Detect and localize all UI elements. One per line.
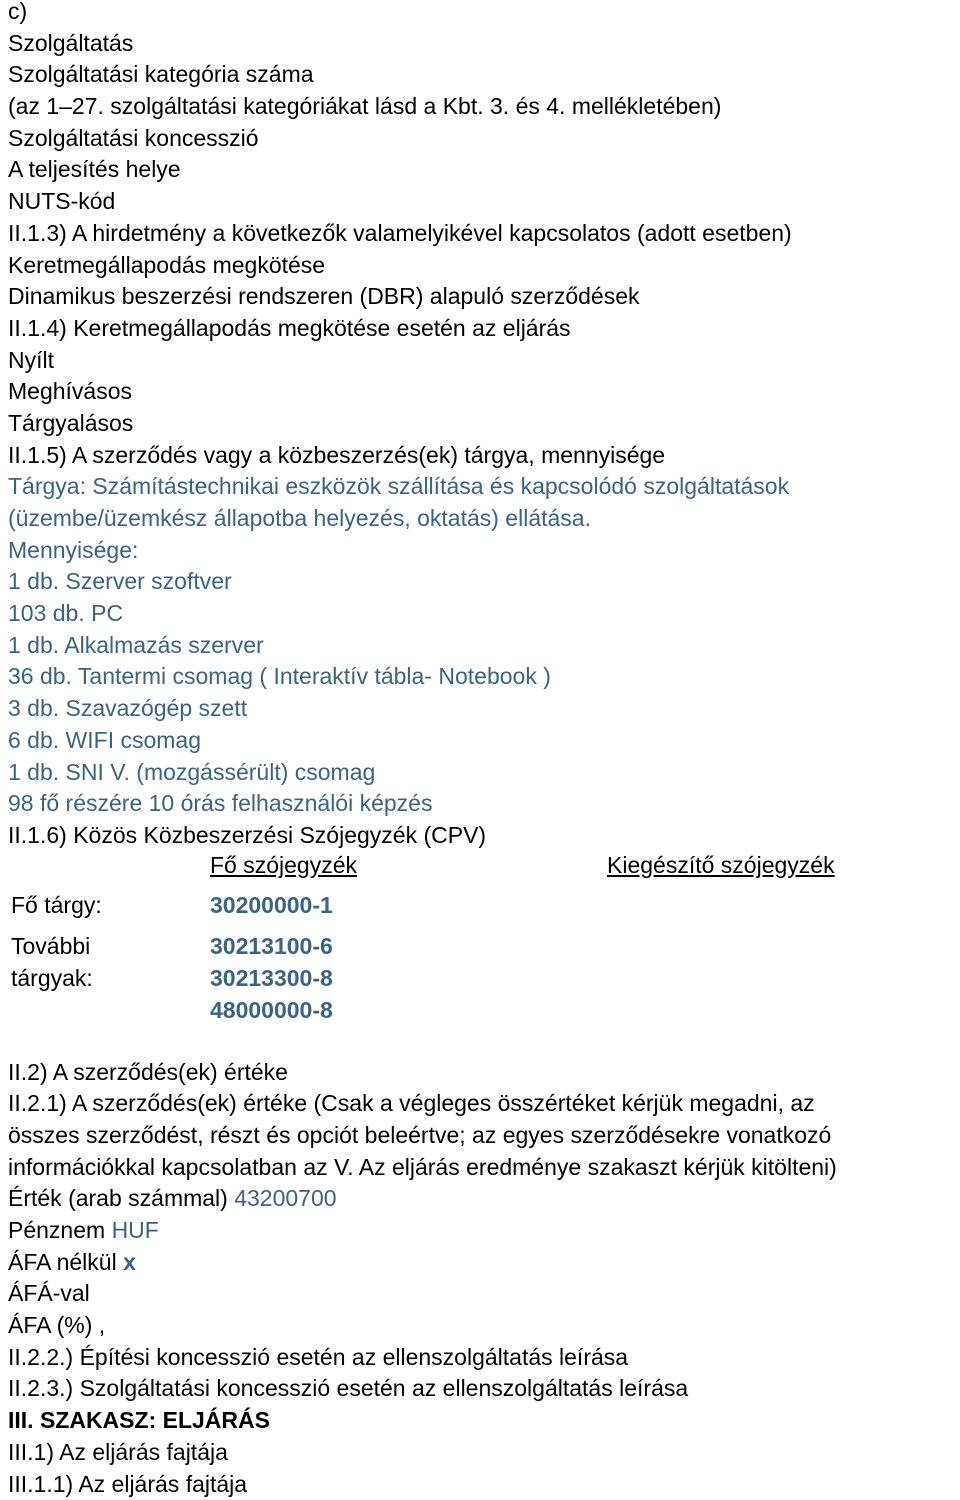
text-line: 1 db. Szerver szoftver <box>8 566 960 598</box>
cpv-main-vocab-header: Fő szójegyzék <box>210 850 357 882</box>
text-line: Keretmegállapodás megkötése <box>8 250 960 282</box>
document-body-bottom <box>8 1057 960 1184</box>
cpv-main-object-code: 30200000-1 <box>210 890 333 922</box>
text-line: II.2.2.) Építési koncesszió esetén az ellenszolgáltatás leírása <box>8 1342 960 1374</box>
text-line: Mennyisége: <box>8 535 960 567</box>
text-line: III.1.1) Az eljárás fajtája <box>8 1469 960 1500</box>
text-line: NUTS-kód <box>8 186 960 218</box>
text-line: Dinamikus beszerzési rendszeren (DBR) alapuló szerződések <box>8 281 960 313</box>
currency-code: HUF <box>112 1217 159 1243</box>
value-label: Érték (arab számmal) <box>8 1185 234 1211</box>
cpv-additional-code: 30213300-8 <box>210 963 333 995</box>
text-line: II.1.6) Közös Közbeszerzési Szójegyzék (CPV) <box>8 820 960 852</box>
text-line: Tárgya: Számítástechnikai eszközök szállítása és kapcsolódó szolgáltatások <box>8 471 960 503</box>
text-line: 6 db. WIFI csomag <box>8 725 960 757</box>
currency-line <box>8 1215 960 1247</box>
text-line: II.1.4) Keretmegállapodás megkötése esetén az eljárás <box>8 313 960 345</box>
document-page <box>8 0 960 1500</box>
vat-excluded-mark: x <box>123 1249 136 1275</box>
cpv-additional-label: További <box>11 931 90 963</box>
text-line: II.1.5) A szerződés vagy a közbeszerzés(ek) tárgya, mennyisége <box>8 440 960 472</box>
text-line: Tárgyalásos <box>8 408 960 440</box>
text-line: II.1.3) A hirdetmény a következők valamelyikével kapcsolatos (adott esetben) <box>8 218 960 250</box>
text-line: Szolgáltatási koncesszió <box>8 123 960 155</box>
currency-label: Pénznem <box>8 1217 112 1243</box>
text-line: 103 db. PC <box>8 598 960 630</box>
text-line: ÁFÁ-val <box>8 1278 960 1310</box>
text-line: (üzembe/üzemkész állapotba helyezés, oktatás) ellátása. <box>8 503 960 535</box>
document-body-top <box>8 0 960 852</box>
vat-excluded-label: ÁFA nélkül <box>8 1249 123 1275</box>
text-line: 98 fő részére 10 órás felhasználói képzés <box>8 788 960 820</box>
value-amount: 43200700 <box>234 1185 336 1211</box>
cpv-supp-vocab-header: Kiegészítő szójegyzék <box>607 850 835 882</box>
cpv-additional-label-2: tárgyak: <box>11 963 93 995</box>
text-line: információkkal kapcsolatban az V. Az eljárás eredménye szakaszt kérjük kitölteni) <box>8 1152 960 1184</box>
cpv-table <box>8 852 960 1057</box>
text-line: II.2.3.) Szolgáltatási koncesszió esetén az ellenszolgáltatás leírása <box>8 1373 960 1405</box>
text-line: III. SZAKASZ: ELJÁRÁS <box>8 1405 960 1437</box>
value-line <box>8 1183 960 1215</box>
text-line: 1 db. SNI V. (mozgássérült) csomag <box>8 757 960 789</box>
text-line: ÁFA (%) , <box>8 1310 960 1342</box>
text-line: c) <box>8 0 960 28</box>
text-line: II.2) A szerződés(ek) értéke <box>8 1057 960 1089</box>
text-line: (az 1–27. szolgáltatási kategóriákat lásd a Kbt. 3. és 4. mellékletében) <box>8 91 960 123</box>
text-line: Nyílt <box>8 345 960 377</box>
text-line: 3 db. Szavazógép szett <box>8 693 960 725</box>
text-line: 1 db. Alkalmazás szerver <box>8 630 960 662</box>
document-body-end <box>8 1278 960 1500</box>
text-line: A teljesítés helye <box>8 154 960 186</box>
text-line: III.1) Az eljárás fajtája <box>8 1437 960 1469</box>
text-line: II.2.1) A szerződés(ek) értéke (Csak a végleges összértéket kérjük megadni, az <box>8 1088 960 1120</box>
text-line: 36 db. Tantermi csomag ( Interaktív tábla- Notebook ) <box>8 661 960 693</box>
vat-excluded-line <box>8 1247 960 1279</box>
cpv-additional-code: 30213100-6 <box>210 931 333 963</box>
text-line: Szolgáltatás <box>8 28 960 60</box>
text-line: összes szerződést, részt és opciót beleértve; az egyes szerződésekre vonatkozó <box>8 1120 960 1152</box>
cpv-main-object-label: Fő tárgy: <box>11 890 102 922</box>
text-line: Szolgáltatási kategória száma <box>8 59 960 91</box>
text-line: Meghívásos <box>8 376 960 408</box>
cpv-additional-code: 48000000-8 <box>210 995 333 1027</box>
